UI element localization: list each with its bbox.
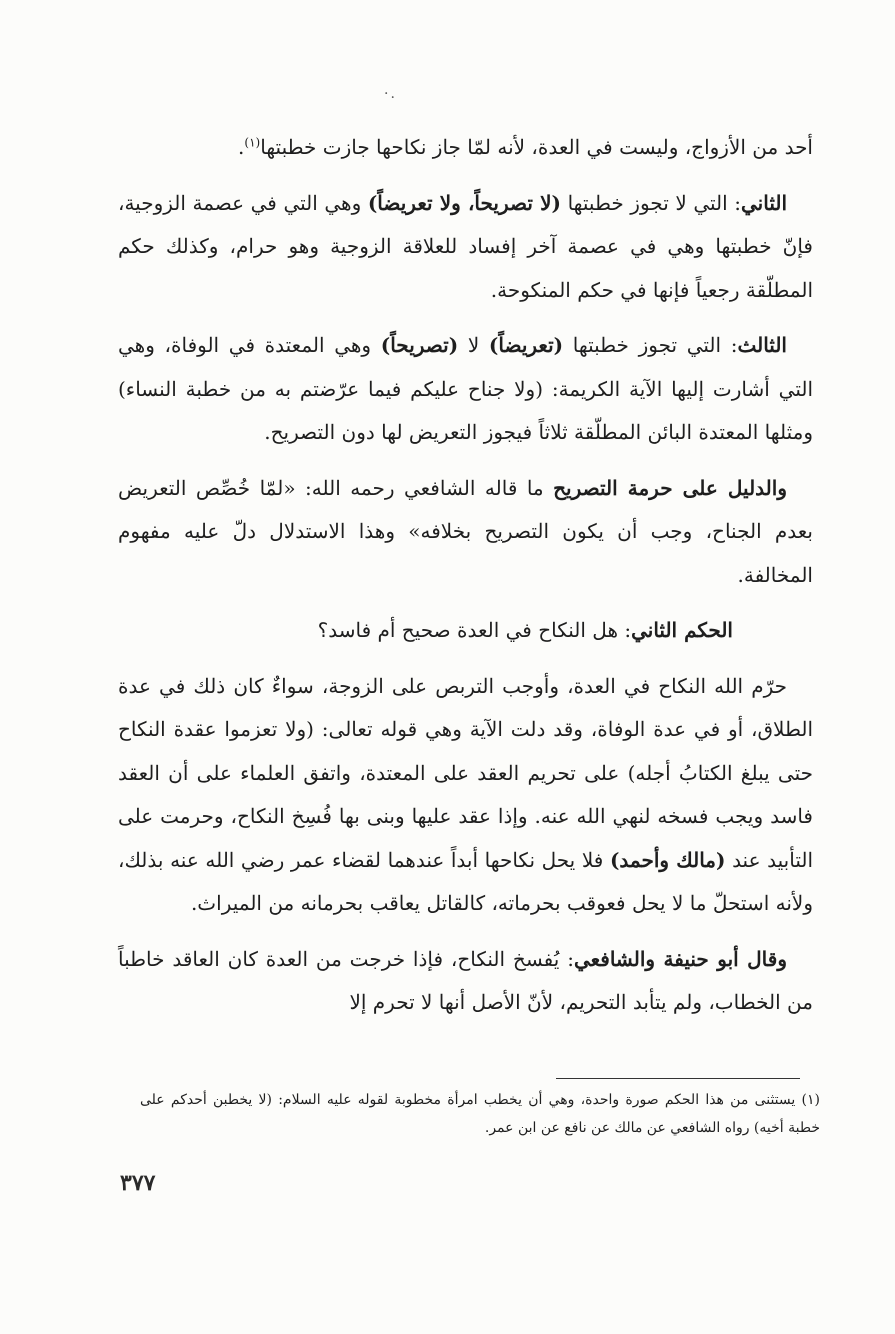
paragraph-2-seg-4: وهي المعتدة في الوفاة، وهي التي أشارت إليها الآية الكريمة: (ولا جناح عليكم فيما عرّضتم به من خطبة النساء) ومثلها المعتدة البائن المطلّقة ثلاثاً فيجوز التعريض لها دون التصريح.: [118, 333, 813, 444]
footnote-reference: (١): [244, 135, 261, 150]
paragraph-4-seg-0: : هل النكاح في العدة صحيح أم فاسد؟: [317, 618, 632, 642]
paragraph-5-seg-0: حرّم الله النكاح في العدة، وأوجب التربص على الزوجة، سواءٌ كان ذلك في عدة الطلاق، أو في عدة الوفاة، وقد دلت الآية وهي قوله تعالى: (ولا تعزموا عقدة النكاح حتى يبلغ الكتابُ أجله) على تحريم العقد على المعتدة، واتفق العلماء على أن العقد فاسد ويجب فسخه لنهي الله عنه. وإذا عقد عليها وبنى بها فُسِخ النكاح، وحرمت على التأبيد عند: [118, 673, 814, 872]
footnote-separator: [556, 1078, 800, 1079]
paragraph-4: [118, 609, 813, 653]
footnote-text: يستثنى من هذا الحكم صورة واحدة، وهي أن يخطب امرأة مخطوبة لقوله عليه السلام: (لا يخطبن أحدكم على خطبة أخيه) رواه الشافعي عن مالك عن نافع عن ابن عمر.: [140, 1092, 820, 1136]
paragraph-6-seg-0: : يُفسخ النكاح، فإذا خرجت من العدة كان العاقد خاطباً من الخطاب، ولم يتأبد التحريم، لأنّ الأصل أنها لا تحرم إلا: [118, 946, 813, 1014]
paragraph-3: [118, 467, 813, 598]
paragraph-5-seg-2: فلا يحل نكاحها أبداً عندهما لقضاء عمر رضي الله عنه بذلك، ولأنه استحلّ ما لا يحل فعوقب بحرماته، كالقاتل يعاقب بحرمانه من الميراث.: [118, 847, 813, 915]
paragraph-3-lead: والدليل على حرمة التصريح: [553, 475, 787, 500]
paragraph-5-seg-1: (مالك وأحمد): [609, 847, 726, 872]
footnote: [140, 1086, 820, 1142]
paragraph-6: [118, 938, 813, 1025]
paragraph-0-text: أحد من الأزواج، وليست في العدة، لأنه لمّا جاز نكاحها جازت خطبتها: [260, 135, 813, 159]
paragraph-0-end: .: [238, 135, 245, 159]
paragraph-2: [118, 324, 813, 455]
paragraph-1-seg-1: (لا تصريحاً، ولا تعريضاً): [367, 190, 561, 215]
paragraph-4-lead: الحكم الثاني: [631, 618, 733, 642]
paragraph-3-seg-0: ما قاله الشافعي رحمه الله: «لمّا خُصِّص التعريض بعدم الجناح، وجب أن يكون التصريح بخلافه» وهذا الاستدلال دلّ عليه مفهوم المخالفة.: [118, 475, 813, 587]
main-text: [118, 126, 813, 1037]
paragraph-0: [118, 126, 813, 170]
page-number: ٣٧٧: [120, 1170, 156, 1196]
footnote-marker: (١): [801, 1092, 820, 1108]
paragraph-2-seg-2: لا: [458, 333, 489, 357]
paragraph-2-seg-0: : التي تجوز خطبتها: [563, 333, 738, 357]
paragraph-2-seg-1: (تعريضاً): [488, 333, 564, 357]
ink-speck: ·.: [384, 86, 397, 102]
paragraph-2-lead: الثالث: [737, 333, 787, 357]
paragraph-1-seg-2: وهي التي في عصمة الزوجية، فإنّ خطبتها وهي في عصمة آخر إفساد للعلاقة الزوجية وهو حرام، وكذلك حكم المطلّقة رجعياً فإنها في حكم المنكوحة.: [118, 190, 813, 302]
paragraph-5: [118, 665, 813, 926]
paragraph-1-seg-0: : التي لا تجوز خطبتها: [561, 190, 741, 215]
paragraph-2-seg-3: (تصريحاً): [380, 333, 459, 357]
paragraph-6-lead: وقال أبو حنيفة والشافعي: [573, 946, 787, 971]
paragraph-1: [118, 182, 813, 313]
paragraph-1-lead: الثاني: [741, 190, 788, 215]
